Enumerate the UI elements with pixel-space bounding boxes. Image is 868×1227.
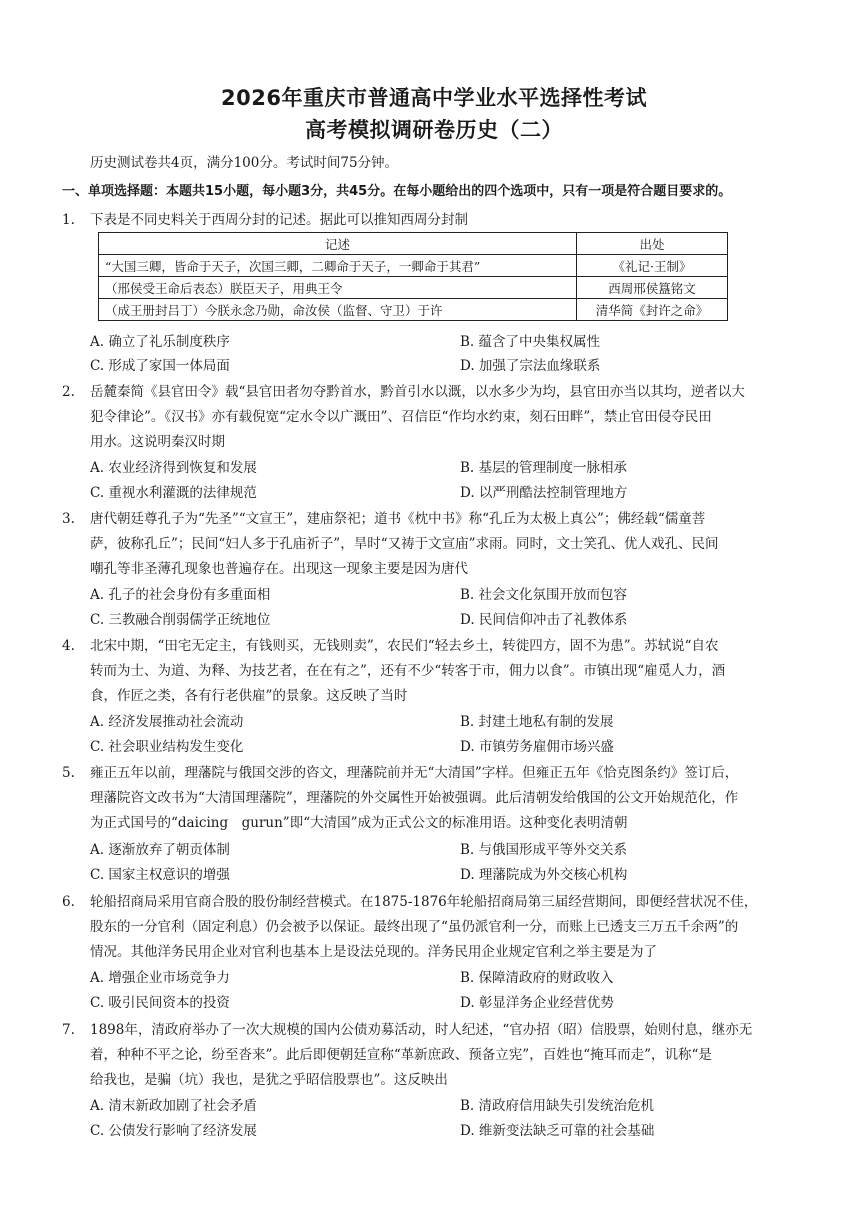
table-row [99,277,728,299]
question-number: 2. [62,384,75,400]
table-cell: 西周邢侯簋铭文 [577,277,728,299]
option-d: D. 市镇劳务雇佣市场兴盛 [460,739,614,755]
question-number: 1. [62,212,75,228]
question-stem: 1898年，清政府举办了一次大规模的国内公债劝募活动，时人纪述，“官办招（昭）信股票，始则付息，继亦无 [90,1022,753,1038]
option-a: A. 确立了礼乐制度秩序 [90,334,230,350]
question-number: 6. [62,894,75,910]
option-a: A. 逐渐放弃了朝贡体制 [90,842,230,858]
table-cell: （成王册封吕丁）今朕永念乃勋，命汝侯（监督、守卫）于许 [99,299,577,321]
question-stem: 下表是不同史料关于西周分封的记述。据此可以推知西周分封制 [90,212,468,228]
question-number: 3. [62,511,75,527]
source-table [98,232,728,321]
question-stem: 着，种种不平之论，纷至沓来”。此后即便朝廷宣称“革新庶政、预备立宪”，百姓也“掩耳而走”，讥称“是 [90,1047,712,1063]
table-header-row [99,233,728,255]
option-a: A. 清末新政加剧了社会矛盾 [90,1098,257,1114]
question-number: 7. [62,1022,75,1038]
question-number: 4. [62,638,75,654]
exam-title: 2026年重庆市普通高中学业水平选择性考试 [221,86,647,110]
question-stem: 给我也，是骗（坑）我也，是犹之乎昭信股票也”。这反映出 [90,1072,448,1088]
question-stem: 为正式国号的“daicing gurun”即“大清国”成为正式公文的标准用语。这种变化表明清朝 [90,815,628,831]
option-a: A. 农业经济得到恢复和发展 [90,460,257,476]
option-d: D. 以严刑酷法控制管理地方 [460,485,628,501]
option-b: B. 与俄国形成平等外交关系 [460,842,628,858]
exam-intro: 历史测试卷共4页，满分100分。考试时间75分钟。 [90,155,399,171]
option-b: B. 基层的管理制度一脉相承 [460,460,628,476]
table-cell: 《礼记·王制》 [577,255,728,277]
option-d: D. 彰显洋务企业经营优势 [460,995,614,1011]
option-c: C. 三教融合削弱儒学正统地位 [90,612,271,628]
table-cell: （邢侯受王命后表态）朕臣天子，用典王令 [99,277,577,299]
question-stem: 转而为士、为道、为释、为技艺者，在在有之”，还有不少“转客于市，佣力以食”。市镇出现“雇觅人力，酒 [90,663,726,679]
option-c: C. 公债发行影响了经济发展 [90,1123,257,1139]
option-d: D. 民间信仰冲击了礼教体系 [460,612,628,628]
option-a: A. 孔子的社会身份有多重面相 [90,587,271,603]
table-row [99,255,728,277]
table-row [99,299,728,321]
option-a: A. 经济发展推动社会流动 [90,714,244,730]
question-stem: 轮船招商局采用官商合股的股份制经营模式。在1875-1876年轮船招商局第三届经营期间，即便经营状况不佳， [90,894,758,910]
question-stem: 股东的一分官利（固定利息）仍会被予以保证。最终出现了“虽仍派官利一分，而账上已透支三万五千余两”的 [90,919,739,935]
option-b: B. 保障清政府的财政收入 [460,970,614,986]
option-c: C. 吸引民间资本的投资 [90,995,230,1011]
option-b: B. 社会文化氛围开放而包容 [460,587,628,603]
table-cell: 清华简《封许之命》 [577,299,728,321]
table-header-cell: 出处 [577,233,728,255]
option-c: C. 重视水利灌溉的法律规范 [90,485,257,501]
question-stem: 情况。其他洋务民用企业对官利也基本上是设法兑现的。洋务民用企业规定官利之举主要是为了 [90,944,657,960]
question-stem: 萨，彼称孔丘”；民间“妇人多于孔庙祈子”，旱时“又祷于文宣庙”求雨。同时，文士笑孔、优人戏孔、民间 [90,536,719,552]
option-c: C. 国家主权意识的增强 [90,867,230,883]
section-heading: 一、单项选择题：本题共15小题，每小题3分，共45分。在每小题给出的四个选项中，只有一项是符合题目要求的。 [62,184,732,199]
table-cell: “大国三卿，皆命于天子，次国三卿，二卿命于天子，一卿命于其君” [99,255,577,277]
option-a: A. 增强企业市场竞争力 [90,970,230,986]
option-b: B. 封建土地私有制的发展 [460,714,614,730]
option-d: D. 维新变法缺乏可靠的社会基础 [460,1123,655,1139]
option-c: C. 形成了家国一体局面 [90,358,230,374]
option-d: D. 加强了宗法血缘联系 [460,358,601,374]
question-stem: 岳麓秦简《县官田令》载“县官田者勿夺黔首水，黔首引水以溉，以水多少为均，县官田亦当以其均，逆者以大 [90,384,745,400]
question-stem: 唐代朝廷尊孔子为“先圣”“文宣王”，建庙祭祀；道书《枕中书》称“孔丘为太极上真公”；佛经载“儒童菩 [90,511,706,527]
option-b: B. 清政府信用缺失引发统治危机 [460,1098,655,1114]
exam-subtitle: 高考模拟调研卷历史（二） [305,118,563,142]
question-stem: 食，作匠之类，各有行老供雇”的景象。这反映了当时 [90,688,408,704]
option-c: C. 社会职业结构发生变化 [90,739,244,755]
question-stem: 犯令律论”。《汉书》亦有载倪宽“定水令以广溉田”、召信臣“作均水约束，刻石田畔”，禁止官田侵夺民田 [90,409,712,425]
question-stem: 嘲孔等非圣薄孔现象也普遍存在。出现这一现象主要是因为唐代 [90,561,468,577]
question-stem: 理藩院咨文改书为“大清国理藩院”，理藩院的外交属性开始被强调。此后清朝发给俄国的公文开始规范化，作 [90,790,739,806]
question-stem: 雍正五年以前，理藩院与俄国交涉的咨文，理藩院前并无“大清国”字样。但雍正五年《恰克图条约》签订后， [90,765,739,781]
question-number: 5. [62,765,75,781]
question-stem: 用水。这说明秦汉时期 [90,434,225,450]
table-header-cell: 记述 [99,233,577,255]
question-stem: 北宋中期，“田宅无定主，有钱则买，无钱则卖”，农民们“轻去乡土，转徙四方，固不为患”。苏轼说“自农 [90,638,719,654]
option-b: B. 蕴含了中央集权属性 [460,334,601,350]
option-d: D. 理藩院成为外交核心机构 [460,867,628,883]
